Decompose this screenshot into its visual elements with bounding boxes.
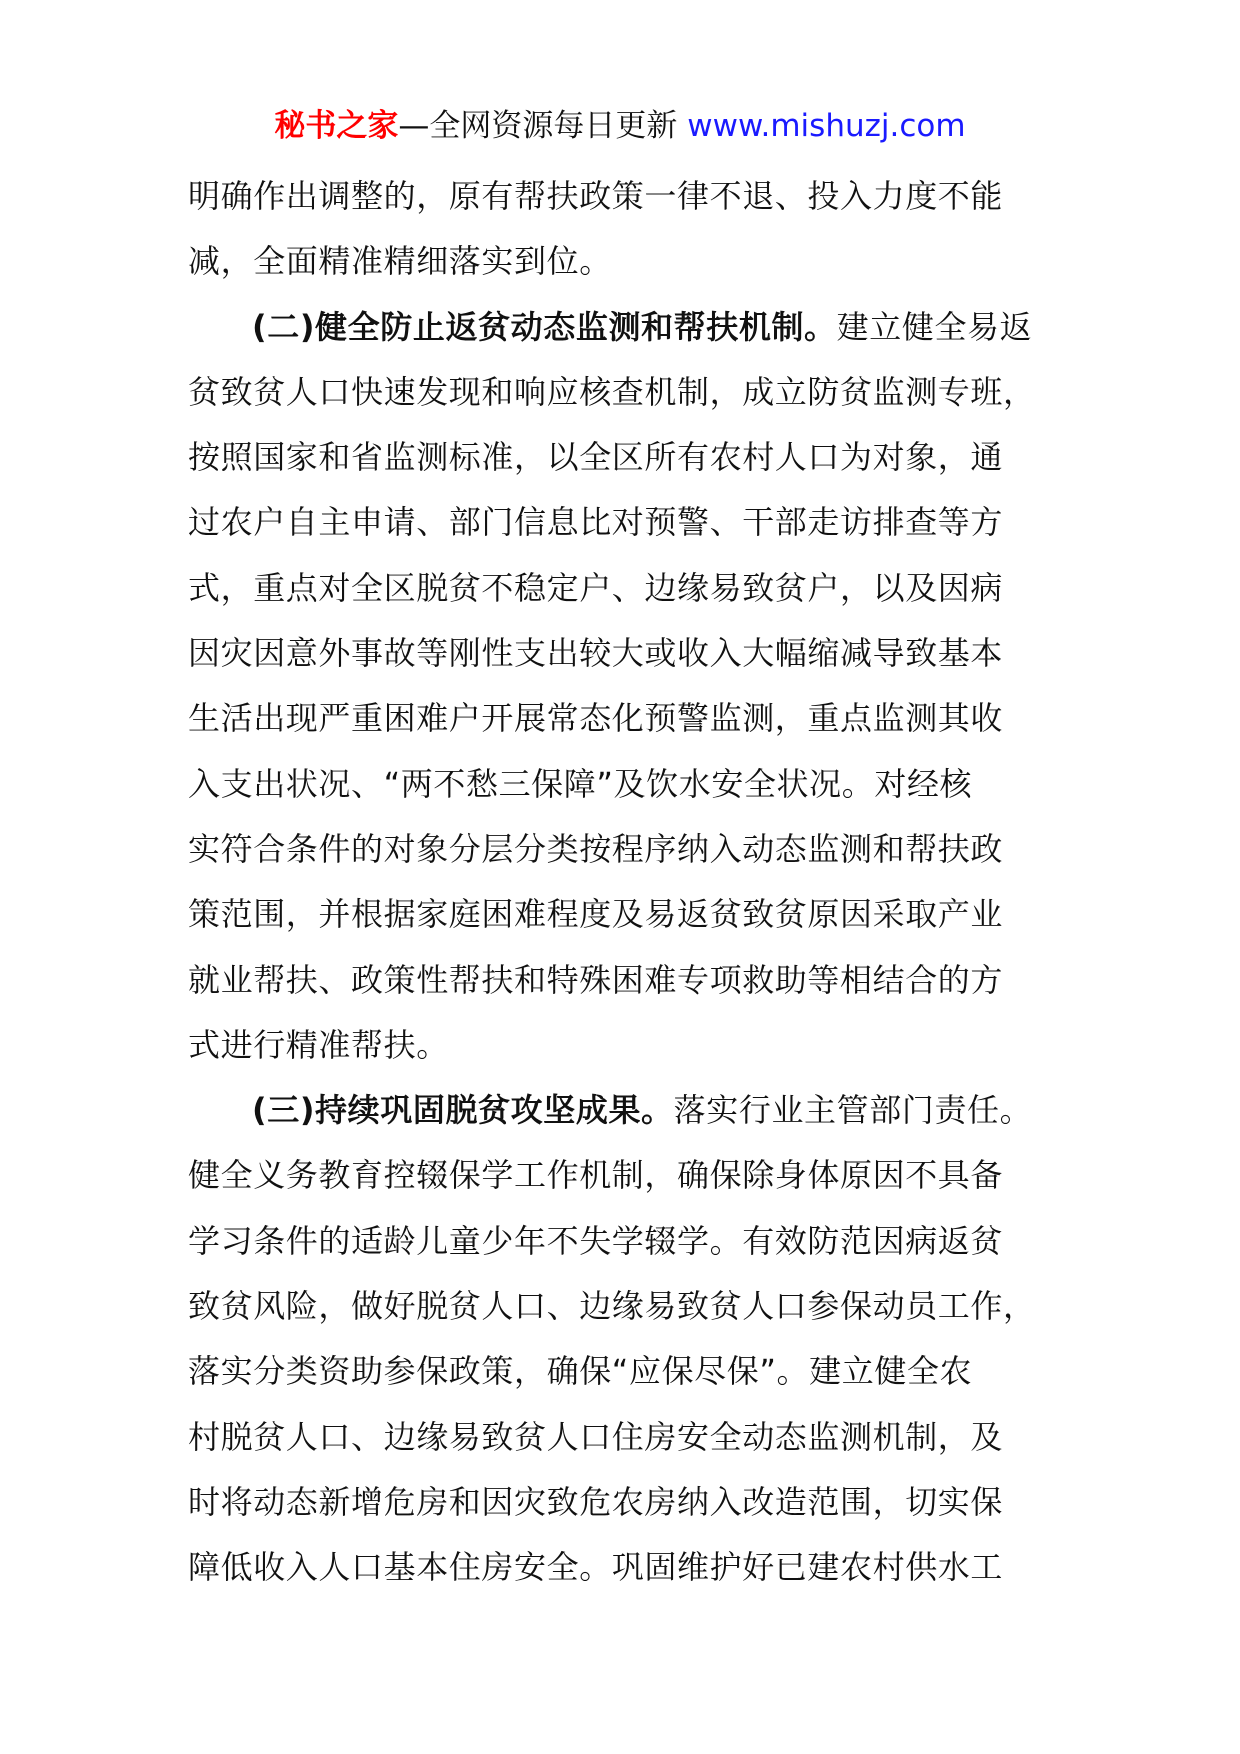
- paragraph-line: 入支出状况、“两不愁三保障”及饮水安全状况。对经核: [188, 764, 973, 803]
- section-3-lead-text: 落实行业主管部门责任。: [673, 1091, 1033, 1130]
- section-3-first-line: [188, 1078, 1058, 1143]
- paragraph-line: 生活出现严重困难户开展常态化预警监测，重点监测其收: [188, 699, 1004, 738]
- paragraph-line: 障低收入人口基本住房安全。巩固维护好已建农村供水工: [188, 1548, 1004, 1587]
- paragraph-line: 学习条件的适龄儿童少年不失学辍学。有效防范因病返贫: [188, 1221, 1004, 1260]
- paragraph-line: 就业帮扶、政策性帮扶和特殊困难专项救助等相结合的方: [188, 960, 1004, 999]
- header-tagline: —全网资源每日更新: [398, 108, 678, 144]
- paragraph-line: 因灾因意外事故等刚性支出较大或收入大幅缩减导致基本: [188, 634, 1004, 673]
- paragraph-line: 式进行精准帮扶。: [188, 1025, 449, 1064]
- paragraph-line: 落实分类资助参保政策，确保“应保尽保”。建立健全农: [188, 1352, 973, 1391]
- paragraph-line: 健全义务教育控辍保学工作机制，确保除身体原因不具备: [188, 1156, 1004, 1195]
- paragraph-line: 村脱贫人口、边缘易致贫人口住房安全动态监测机制，及: [188, 1417, 1004, 1456]
- section-2-lead-text: 建立健全易返: [836, 307, 1033, 346]
- paragraph-line: 策范围，并根据家庭困难程度及易返贫致贫原因采取产业: [188, 895, 1004, 934]
- paragraph-line: 时将动态新增危房和因灾致危农房纳入改造范围，切实保: [188, 1482, 1004, 1521]
- document-body: [188, 164, 1058, 1601]
- brand-name: 秘书之家: [274, 108, 399, 144]
- paragraph-line: 实符合条件的对象分层分类按程序纳入动态监测和帮扶政: [188, 829, 1004, 868]
- paragraph-line: 致贫风险，做好脱贫人口、边缘易致贫人口参保动员工作，: [188, 1287, 1036, 1326]
- paragraph-line: 式，重点对全区脱贫不稳定户、边缘易致贫户，以及因病: [188, 568, 1004, 607]
- site-url-link[interactable]: www.mishuzj.com: [687, 108, 966, 144]
- section-2-first-line: [188, 295, 1058, 360]
- paragraph-line: 过农户自主申请、部门信息比对预警、干部走访排查等方: [188, 503, 1004, 542]
- paragraph-line: 贫致贫人口快速发现和响应核查机制，成立防贫监测专班，: [188, 372, 1036, 411]
- section-2-heading: (二)健全防止返贫动态监测和帮扶机制。: [252, 307, 837, 346]
- paragraph-line: 减，全面精准精细落实到位。: [188, 242, 612, 281]
- site-header: [0, 104, 1240, 148]
- paragraph-line: 明确作出调整的，原有帮扶政策一律不退、投入力度不能: [188, 177, 1004, 215]
- paragraph-line: 按照国家和省监测标准，以全区所有农村人口为对象，通: [188, 438, 1004, 477]
- section-3-heading: (三)持续巩固脱贫攻坚成果。: [252, 1091, 674, 1130]
